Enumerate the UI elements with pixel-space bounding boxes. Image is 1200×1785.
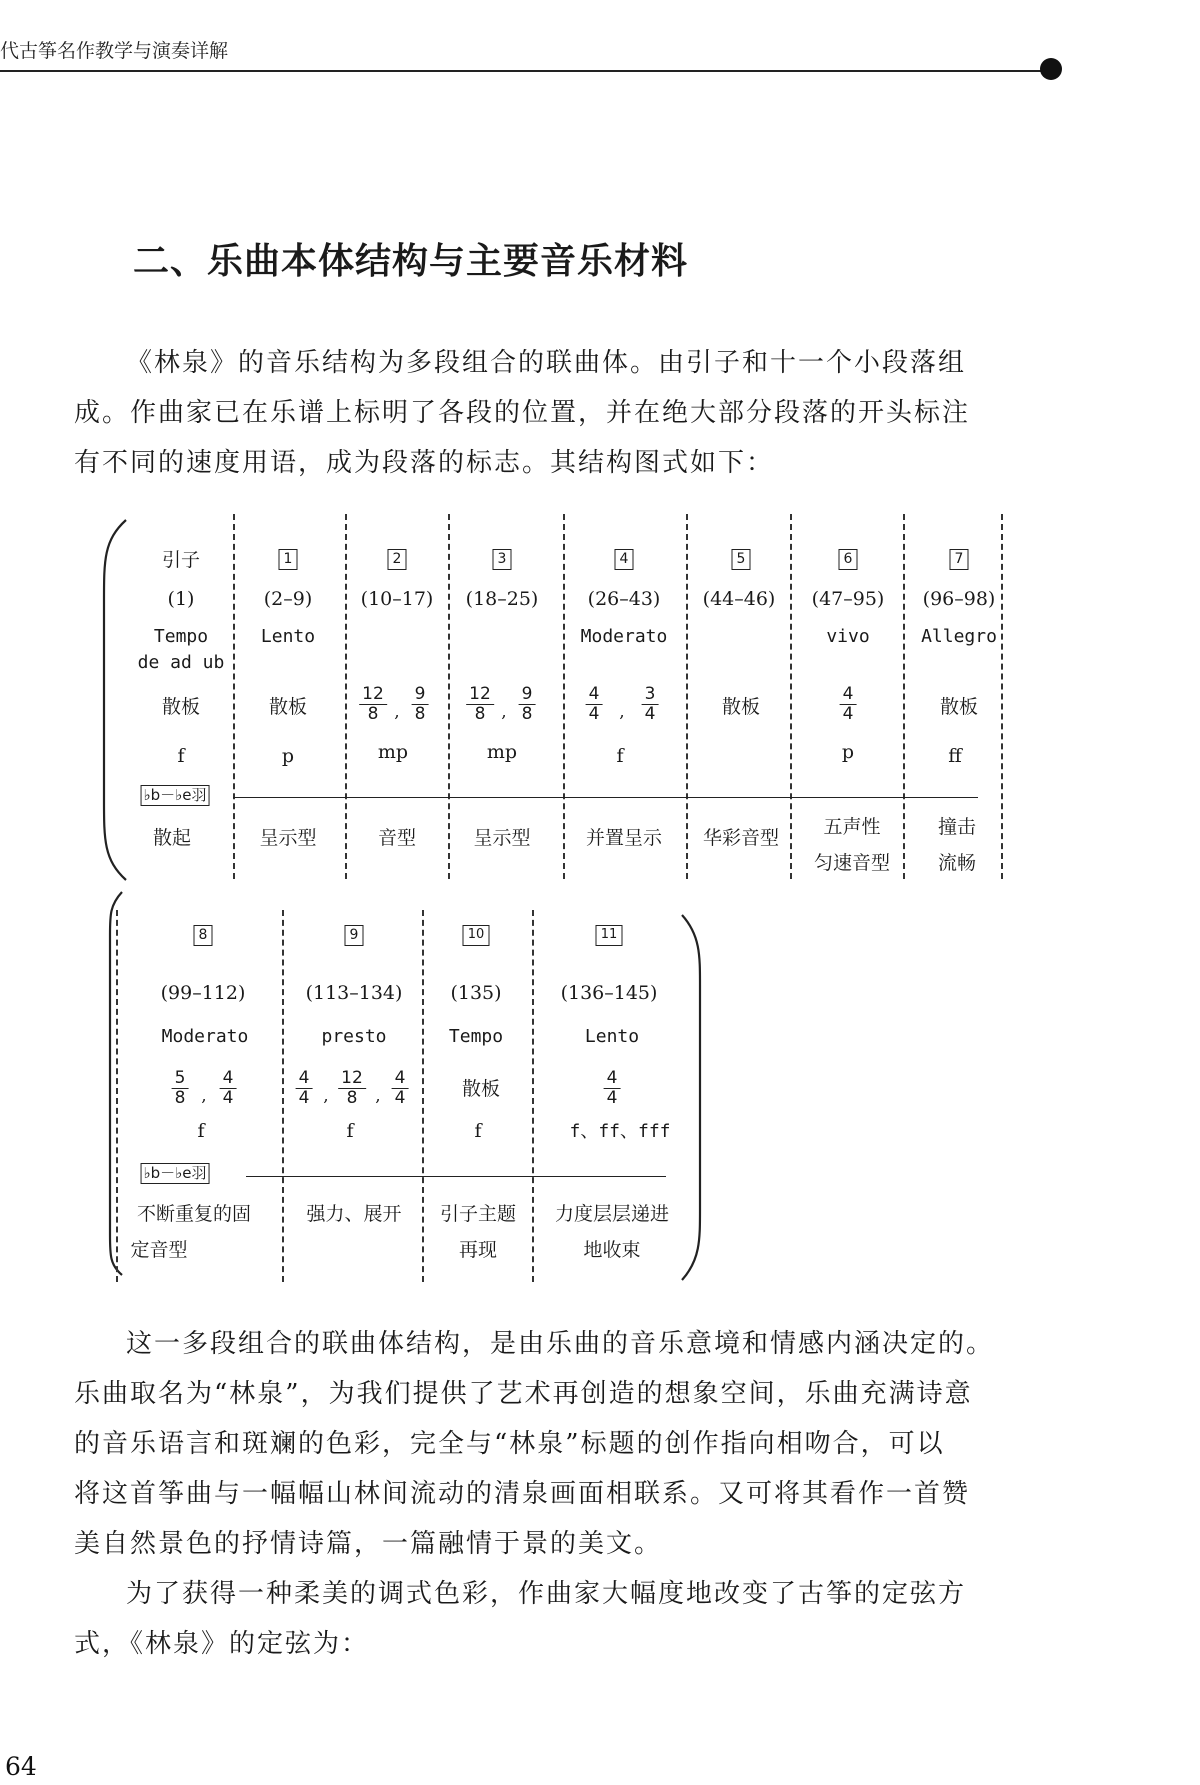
material-text: 五声性 bbox=[823, 816, 881, 838]
dynamic-marking: f bbox=[616, 745, 624, 767]
section-number-box: 5 bbox=[732, 549, 751, 570]
time-signature: $\frac{5}{8}$ bbox=[172, 1069, 189, 1108]
dynamic-marking: mp bbox=[377, 741, 409, 763]
paragraph-line: 为了获得一种柔美的调式色彩，作曲家大幅度地改变了古筝的定弦方 bbox=[126, 1579, 967, 1609]
time-signature: $\frac{9}{8}$ bbox=[519, 685, 536, 724]
measure-range: (99–112) bbox=[160, 982, 246, 1004]
time-signature: $\frac{4}{4}$ bbox=[392, 1069, 409, 1108]
meter-comma: , bbox=[501, 702, 507, 722]
material-text: 流畅 bbox=[937, 852, 977, 874]
paragraph-line: 的音乐语言和斑斓的色彩，完全与“林泉”标题的创作指向相吻合，可以 bbox=[74, 1429, 945, 1459]
tempo-marking: Lento bbox=[260, 626, 316, 647]
row1-separator bbox=[233, 514, 235, 879]
meter-label: 散板 bbox=[268, 696, 308, 718]
dynamic-marking: f bbox=[474, 1120, 482, 1142]
dynamic-marking: f、ff、fff bbox=[569, 1121, 671, 1142]
meter-comma: , bbox=[323, 1086, 329, 1106]
row1-separator bbox=[903, 514, 905, 879]
tempo-marking: Tempo bbox=[153, 626, 209, 647]
tempo-marking: presto bbox=[321, 1026, 387, 1047]
section-number-box: 4 bbox=[615, 549, 634, 570]
measure-range: (2–9) bbox=[263, 588, 313, 610]
tempo-marking: Moderato bbox=[161, 1026, 249, 1047]
meter-label: 散板 bbox=[939, 696, 979, 718]
page-number: 64 bbox=[5, 1752, 37, 1781]
measure-range: (47–95) bbox=[811, 588, 885, 610]
tempo-marking: Moderato bbox=[580, 626, 668, 647]
time-signature: $\frac{12}{8}$ bbox=[338, 1069, 366, 1108]
meter-comma: , bbox=[375, 1086, 381, 1106]
measure-range: (113–134) bbox=[305, 982, 403, 1004]
time-signature: $\frac{12}{8}$ bbox=[466, 685, 494, 724]
body-paragraph bbox=[74, 1319, 1074, 1569]
dynamic-marking: f bbox=[177, 745, 185, 767]
measure-range: (44–46) bbox=[702, 588, 776, 610]
row1-mode-line bbox=[233, 797, 978, 798]
material-text: 再现 bbox=[458, 1239, 498, 1261]
material-text: 定音型 bbox=[130, 1239, 188, 1261]
measure-range: (26–43) bbox=[587, 588, 661, 610]
material-text: 不断重复的固 bbox=[136, 1203, 252, 1225]
header-dot-ornament bbox=[1040, 58, 1062, 80]
section-title: 二、乐曲本体结构与主要音乐材料 bbox=[133, 240, 689, 282]
time-signature: $\frac{4}{4}$ bbox=[220, 1069, 237, 1108]
tempo-marking: vivo bbox=[826, 626, 870, 647]
mode-label: ♭b－♭e羽 bbox=[141, 785, 210, 806]
measure-range: (18–25) bbox=[465, 588, 539, 610]
row1-separator bbox=[1001, 514, 1003, 879]
intro-label: 引子 bbox=[161, 549, 201, 571]
paragraph-line: 《林泉》的音乐结构为多段组合的联曲体。由引子和十一个小段落组 bbox=[126, 348, 967, 378]
row1-separator bbox=[345, 514, 347, 879]
section-number-box: 1 bbox=[279, 549, 298, 570]
row1-separator bbox=[563, 514, 565, 879]
paragraph-line: 式，《林泉》的定弦为： bbox=[74, 1629, 370, 1659]
row2-mode-line bbox=[246, 1176, 666, 1177]
meter-label: 散板 bbox=[461, 1078, 501, 1100]
dynamic-marking: p bbox=[841, 741, 855, 763]
mode-label: ♭b－♭e羽 bbox=[141, 1163, 210, 1184]
header-rule bbox=[0, 70, 1055, 72]
material-text: 力度层层递进 bbox=[554, 1203, 670, 1225]
tempo-marking: Lento bbox=[584, 1026, 640, 1047]
dynamic-marking: f bbox=[197, 1120, 205, 1142]
material-text: 强力、展开 bbox=[306, 1203, 402, 1225]
section-number-box: 8 bbox=[194, 925, 213, 946]
meter-label: 散板 bbox=[721, 696, 761, 718]
time-signature: $\frac{4}{4}$ bbox=[296, 1069, 313, 1108]
material-text: 华彩音型 bbox=[702, 827, 780, 849]
material-text: 并置呈示 bbox=[585, 827, 663, 849]
measure-range: (136–145) bbox=[560, 982, 658, 1004]
row1-separator bbox=[790, 514, 792, 879]
material-text: 呈示型 bbox=[473, 827, 531, 849]
intro-paragraph bbox=[74, 338, 1074, 488]
material-text: 呈示型 bbox=[259, 827, 317, 849]
paragraph-line: 这一多段组合的联曲体结构，是由乐曲的音乐意境和情感内涵决定的。 bbox=[126, 1329, 995, 1359]
time-signature: $\frac{3}{4}$ bbox=[642, 685, 659, 724]
paragraph-line: 美自然景色的抒情诗篇，一篇融情于景的美文。 bbox=[74, 1529, 663, 1559]
material-text: 撞击 bbox=[937, 816, 977, 838]
row2-separator bbox=[282, 910, 284, 1282]
material-text: 匀速音型 bbox=[813, 852, 891, 874]
row2-separator bbox=[532, 910, 534, 1282]
paragraph-line: 有不同的速度用语，成为段落的标志。其结构图式如下： bbox=[74, 448, 775, 478]
row2-separator bbox=[422, 910, 424, 1282]
dynamic-marking: f bbox=[346, 1120, 354, 1142]
tempo-marking: Allegro bbox=[921, 626, 997, 647]
section-number-box: 2 bbox=[388, 549, 407, 570]
section-number-box: 11 bbox=[596, 925, 623, 946]
meter-comma: , bbox=[394, 702, 400, 722]
section-number-box: 10 bbox=[463, 925, 490, 946]
row1-separator bbox=[686, 514, 688, 879]
measure-range: (10–17) bbox=[360, 588, 434, 610]
dynamic-marking: ff bbox=[948, 745, 962, 767]
body-paragraph bbox=[74, 1569, 1074, 1669]
meter-label: 散板 bbox=[161, 696, 201, 718]
time-signature: $\frac{4}{4}$ bbox=[604, 1069, 621, 1108]
measure-range: (135) bbox=[450, 982, 502, 1004]
running-header-title: 代古筝名作教学与演奏详解 bbox=[0, 40, 229, 62]
material-text: 引子主题 bbox=[439, 1203, 517, 1225]
dynamic-marking: p bbox=[281, 745, 295, 767]
measure-range: (1) bbox=[167, 588, 195, 610]
material-text: 散起 bbox=[152, 827, 192, 849]
section-number-box: 6 bbox=[839, 549, 858, 570]
time-signature: $\frac{9}{8}$ bbox=[412, 685, 429, 724]
measure-range: (96–98) bbox=[922, 588, 996, 610]
paragraph-line: 成。作曲家已在乐谱上标明了各段的位置，并在绝大部分段落的开头标注 bbox=[74, 398, 971, 428]
row1-separator bbox=[448, 514, 450, 879]
row2-separator bbox=[116, 910, 118, 1282]
material-text: 音型 bbox=[377, 827, 417, 849]
time-signature: $\frac{12}{8}$ bbox=[359, 685, 387, 724]
meter-comma: , bbox=[619, 702, 625, 722]
tempo-marking: Tempo bbox=[448, 1026, 504, 1047]
section-number-box: 7 bbox=[950, 549, 969, 570]
paragraph-line: 将这首筝曲与一幅幅山林间流动的清泉画面相联系。又可将其看作一首赞 bbox=[74, 1479, 971, 1509]
dynamic-marking: mp bbox=[486, 741, 518, 763]
section-number-box: 3 bbox=[493, 549, 512, 570]
meter-comma: , bbox=[201, 1086, 207, 1106]
time-signature: $\frac{4}{4}$ bbox=[586, 685, 603, 724]
time-signature: $\frac{4}{4}$ bbox=[840, 685, 857, 724]
paragraph-line: 乐曲取名为“林泉”，为我们提供了艺术再创造的想象空间，乐曲充满诗意 bbox=[74, 1379, 973, 1409]
section-number-box: 9 bbox=[345, 925, 364, 946]
material-text: 地收束 bbox=[583, 1239, 641, 1261]
tempo-marking: de ad ub bbox=[137, 652, 225, 673]
